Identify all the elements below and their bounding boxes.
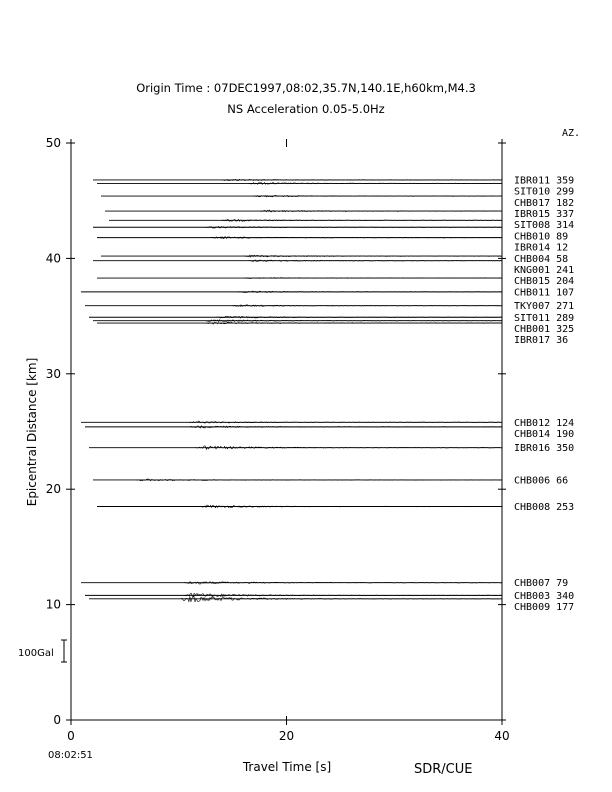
station-label: IBR017 36: [514, 335, 569, 347]
station-label: CHB011 107: [514, 287, 575, 299]
trace-waveform: [243, 255, 502, 257]
trace-waveform: [211, 237, 502, 239]
trace-waveform: [190, 421, 503, 423]
station-label: IBR015 337: [514, 209, 575, 221]
station-label: CHB003 340: [514, 590, 575, 602]
trace-waveform: [249, 260, 502, 262]
y-tick-label: 20: [45, 482, 61, 497]
trace-waveform: [206, 322, 502, 324]
station-label: IBR016 350: [514, 443, 575, 455]
y-tick-label: 50: [45, 136, 61, 150]
y-tick-label: 30: [45, 366, 61, 381]
station-label: CHB009 177: [514, 602, 575, 614]
station-label: CHB004 58: [514, 253, 569, 265]
station-label: CHB001 325: [514, 323, 575, 335]
scale-bar-label: 100Gal: [18, 648, 54, 659]
trace-waveform: [222, 179, 502, 181]
trace-waveform: [217, 316, 503, 318]
trace-waveform: [206, 320, 502, 322]
station-label: SIT008 314: [514, 220, 575, 232]
start-time-label: 08:02:51: [48, 750, 93, 761]
y-axis-label: Epicentral Distance [km]: [25, 357, 39, 507]
x-tick-label: 20: [278, 729, 295, 743]
station-label: SIT010 299: [514, 186, 575, 198]
trace-waveform: [222, 219, 502, 221]
trace-waveform: [136, 479, 502, 481]
seismic-traces: [81, 179, 502, 602]
chart-axes: [18, 128, 580, 774]
station-label: CHB017 182: [514, 197, 575, 209]
station-labels: [514, 175, 574, 613]
station-label: TKY007 271: [514, 301, 575, 313]
chart-subtitle: NS Acceleration 0.05-5.0Hz: [227, 102, 385, 116]
y-tick-label: 40: [45, 251, 61, 266]
azimuth-header: AZ.: [562, 128, 581, 139]
trace-waveform: [249, 182, 502, 184]
station-label: CHB007 79: [514, 578, 569, 590]
station-label: SIT011 289: [514, 312, 575, 324]
station-label: CHB010 89: [514, 231, 569, 243]
station-label: IBR011 359: [514, 175, 575, 187]
chart-title: Origin Time : 07DEC1997,08:02,35.7N,140.1E,h60km,M4.3: [136, 81, 476, 95]
station-label: KNG001 241: [514, 265, 575, 277]
x-tick-label: 40: [494, 729, 510, 743]
station-label: IBR014 12: [514, 242, 569, 254]
station-label: CHB015 204: [514, 276, 575, 288]
credit-label: SDR/CUE: [414, 762, 473, 777]
station-label: CHB006 66: [514, 475, 569, 487]
y-tick-label: 10: [45, 597, 61, 612]
x-tick-label: 0: [67, 729, 75, 743]
trace-waveform: [190, 426, 503, 428]
y-tick-label: 0: [53, 713, 61, 727]
station-label: CHB014 190: [514, 428, 575, 440]
station-label: CHB012 124: [514, 417, 575, 429]
station-label: CHB008 253: [514, 502, 575, 514]
x-axis-label: Travel Time [s]: [242, 760, 332, 774]
